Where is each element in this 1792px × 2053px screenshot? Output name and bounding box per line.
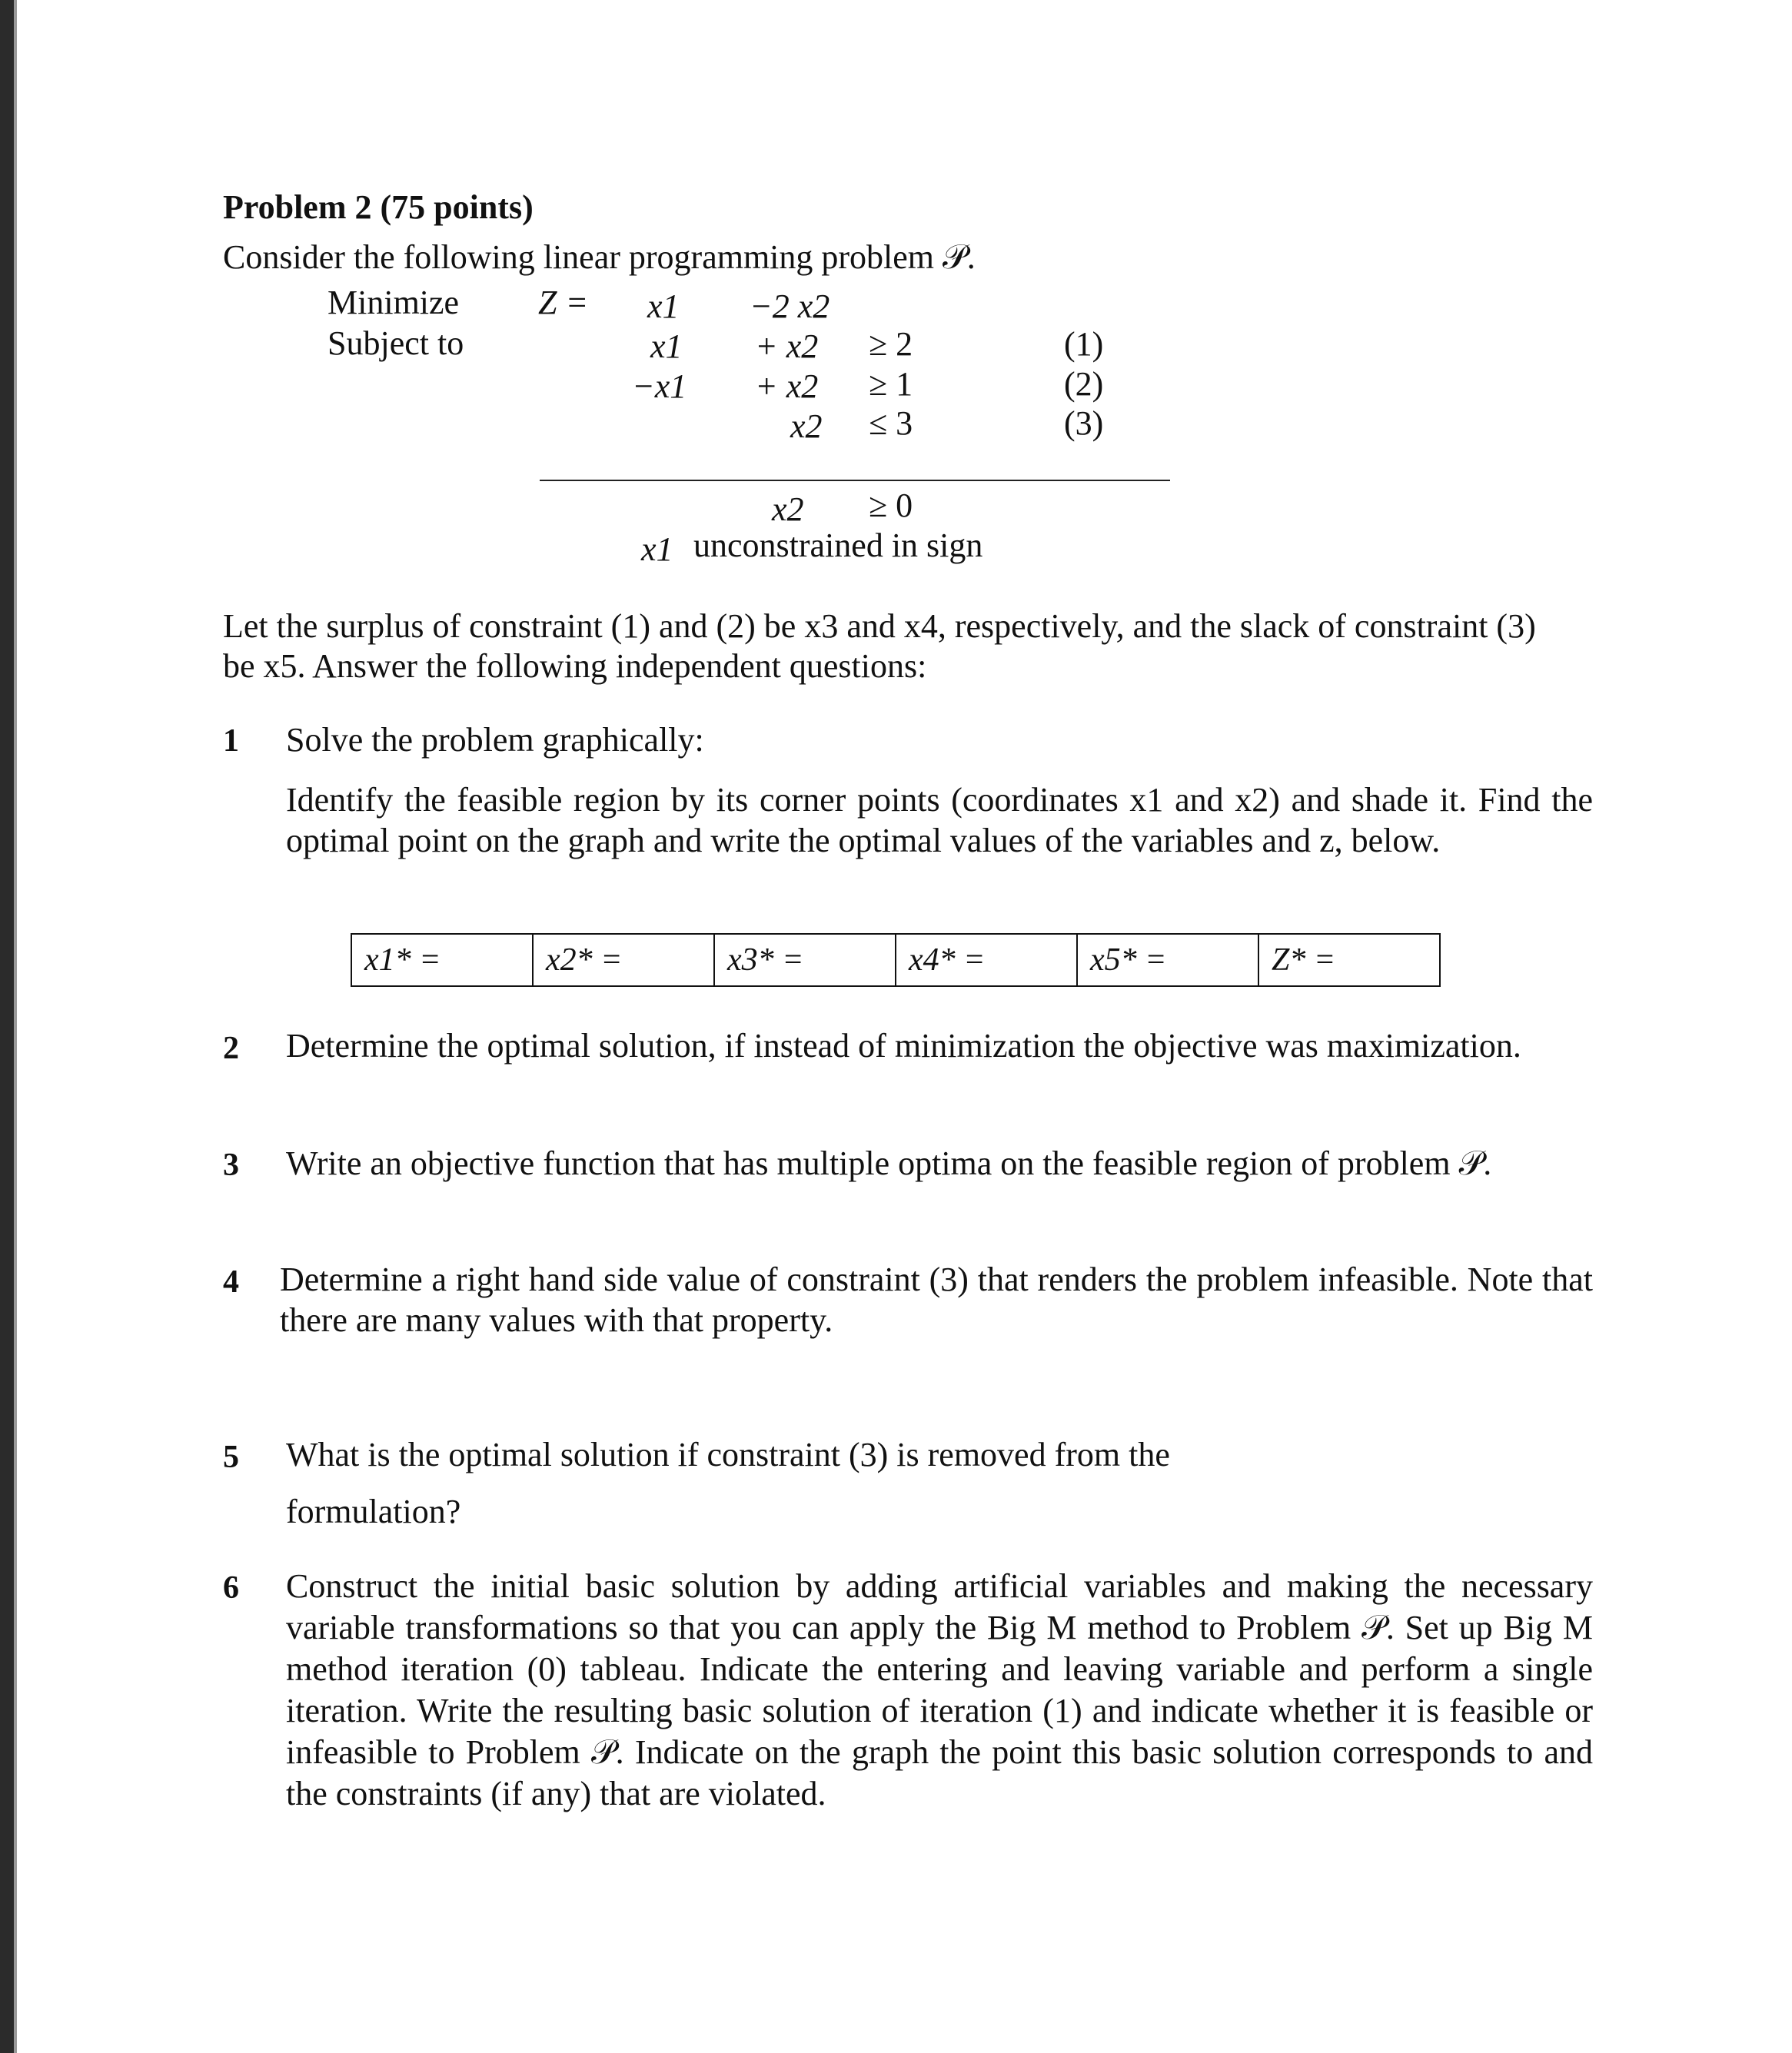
objective-z: Z = [538, 284, 589, 321]
objective-label: Minimize [327, 284, 460, 321]
constraints-divider [540, 480, 1170, 481]
surplus-text-line1: Let the surplus of constraint (1) and (2) be x3 and x4, respectively, and the slack of constraint (3) [223, 607, 1536, 645]
question-2-number: 2 [223, 1031, 239, 1066]
constraint-2-x1: −x1 [632, 367, 687, 405]
surplus-text-line2: be x5. Answer the following independent questions: [223, 647, 927, 685]
question-1-text: Solve the problem graphically: [286, 721, 704, 759]
answer-cell-x3[interactable]: x3* = [714, 934, 896, 986]
constraint-3-rhs: ≤ 3 [869, 404, 913, 442]
answer-cell-x4[interactable]: x4* = [896, 934, 1077, 986]
question-6-text: Construct the initial basic solution by adding artificial variables and making the necessary variable transformations so that you can apply the Big M method to Problem 𝒫. Set up Big M method iteration (0) tableau. Indicate the entering and leaving variable and perform a single iteration. Write the resulting basic solution of iteration (1) and indicate whether it is feasible or infeasible to Problem 𝒫. Indicate on the graph the point this basic solution corresponds to and the constraints (if any) that are violated. [286, 1567, 1593, 1812]
question-1-detail: Identify the feasible region by its corner points (coordinates x1 and x2) and shade it. Find the optimal point on the graph and write the optimal values of the variables and z, below. [286, 781, 1593, 859]
constraint-1-x1: x1 [650, 327, 683, 365]
answer-cell-x5[interactable]: x5* = [1077, 934, 1258, 986]
objective-term1: x1 [647, 287, 680, 325]
constraint-2-x2: + x2 [755, 367, 819, 405]
problem-intro: Consider the following linear programming problem 𝒫. [223, 238, 976, 276]
sign-x2-rel: ≥ 0 [869, 487, 913, 524]
question-3-number: 3 [223, 1148, 239, 1183]
question-1-number: 1 [223, 723, 239, 759]
question-6-number: 6 [223, 1570, 239, 1606]
constraint-2-tag: (2) [1064, 365, 1104, 403]
constraint-1-x2: + x2 [755, 327, 819, 365]
constraint-3-x2: x2 [790, 407, 823, 445]
constraint-1-tag: (1) [1064, 325, 1104, 363]
problem-title: Problem 2 (75 points) [223, 188, 534, 226]
constraint-3-tag: (3) [1064, 404, 1104, 442]
sign-x1-text: unconstrained in sign [693, 527, 983, 564]
question-5-number: 5 [223, 1440, 239, 1475]
question-3-text: Write an objective function that has multiple optima on the feasible region of problem 𝒫. [286, 1144, 1492, 1182]
question-4-number: 4 [223, 1264, 239, 1300]
subject-to-label: Subject to [327, 324, 464, 362]
question-5-text: What is the optimal solution if constraint (3) is removed from the [286, 1436, 1170, 1473]
answer-cell-x2[interactable]: x2* = [533, 934, 714, 986]
answer-cell-z[interactable]: Z* = [1258, 934, 1440, 986]
sign-x1: x1 [641, 530, 673, 568]
answer-cell-x1[interactable]: x1* = [351, 934, 533, 986]
window-left-border [0, 0, 14, 2053]
question-2-text: Determine the optimal solution, if instead of minimization the objective was maximization. [286, 1027, 1521, 1065]
answer-table [351, 933, 1441, 987]
question-4-text: Determine a right hand side value of constraint (3) that renders the problem infeasible. Note that there are many values with that property. [280, 1261, 1593, 1339]
question-5-text-continued: formulation? [286, 1493, 461, 1530]
constraint-1-rhs: ≥ 2 [869, 325, 913, 363]
sign-x2: x2 [772, 490, 804, 528]
constraint-2-rhs: ≥ 1 [869, 365, 913, 403]
objective-term2: −2 x2 [750, 287, 830, 325]
window-left-border-shade [14, 0, 17, 2053]
